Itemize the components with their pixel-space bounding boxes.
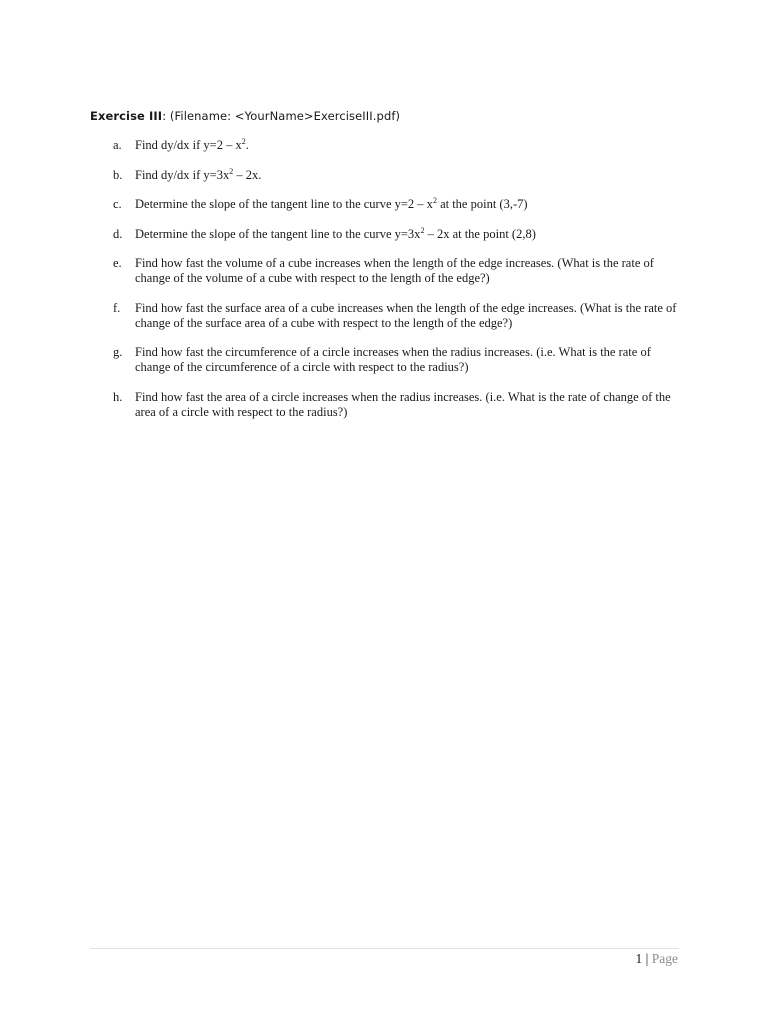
- question-h: [0, 390, 680, 420]
- question-text-end: .: [245, 138, 249, 152]
- question-text: Find dy/dx if y=2 – x: [135, 138, 242, 152]
- question-text: Find how fast the surface area of a cube increases when the length of the edge increases. (What is the rate of change of the surface area of a cube with respect to the length of the edge?): [135, 300, 677, 330]
- exercise-header: [90, 109, 400, 123]
- page-label: Page: [651, 951, 678, 966]
- question-a: [0, 138, 680, 153]
- question-e: [0, 256, 680, 286]
- question-text-end: at the point (3,-7): [436, 197, 528, 211]
- question-f: [0, 301, 680, 331]
- question-text: Find dy/dx if y=3x: [135, 167, 230, 182]
- footer-divider: [90, 948, 679, 949]
- question-marker: e.: [113, 256, 122, 270]
- question-marker: d.: [113, 226, 123, 241]
- page-separator: |: [642, 951, 652, 966]
- question-text: Find how fast the area of a circle increases when the radius increases. (i.e. What is the rate of change of the area of a circle with respect to the radius?): [135, 389, 671, 419]
- page-number: 1: [635, 951, 643, 966]
- question-g: [0, 345, 680, 375]
- question-marker: g.: [113, 345, 123, 359]
- question-text-end: – 2x at the point (2,8): [424, 226, 536, 241]
- question-text-end: – 2x.: [233, 167, 262, 182]
- question-b: [0, 168, 680, 183]
- question-marker: h.: [113, 389, 123, 404]
- exponent: 2: [432, 196, 437, 205]
- exponent: 2: [420, 225, 425, 235]
- question-marker: f.: [113, 300, 121, 315]
- question-list: [0, 138, 768, 434]
- question-d: [0, 227, 680, 242]
- question-text: Find how fast the volume of a cube increases when the length of the edge increases. (What is the rate of change of the volume of a cube with respect to the length of the edge?): [135, 256, 654, 285]
- filename-note: : (Filename: <YourName>ExerciseIII.pdf): [162, 109, 401, 123]
- question-text: Determine the slope of the tangent line to the curve y=2 – x: [135, 197, 433, 211]
- exponent: 2: [229, 166, 234, 176]
- question-text: Find how fast the circumference of a circle increases when the radius increases. (i.e. What is the rate of change of the circumference of a circle with respect to the radius?): [135, 345, 651, 374]
- question-marker: a.: [113, 138, 122, 152]
- page-footer: [636, 951, 678, 967]
- exponent: 2: [241, 137, 246, 146]
- question-c: [0, 197, 680, 212]
- question-marker: c.: [113, 197, 122, 211]
- exercise-title: Exercise III: [90, 109, 163, 123]
- question-text: Determine the slope of the tangent line to the curve y=3x: [135, 226, 421, 241]
- question-marker: b.: [113, 167, 123, 182]
